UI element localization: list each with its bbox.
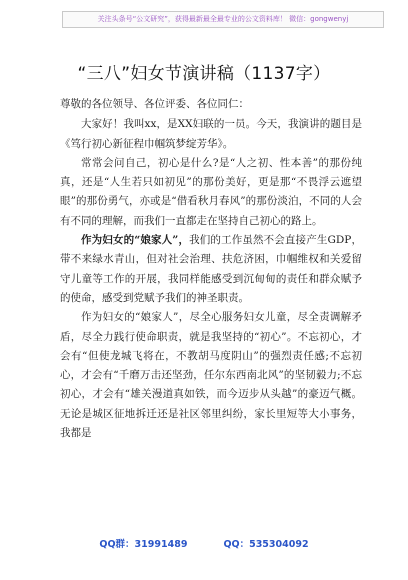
paragraph-intro: 大家好！我叫xx，是XX妇联的一员。今天，我演讲的题目是《笃行初心新征程巾帼筑梦绽芳华》。 xyxy=(60,118,362,150)
salutation: 尊敬的各位领导、各位评委、各位同仁： xyxy=(60,98,249,110)
paragraph-text: 我们的工作虽然不会直接产生GDP，带不来绿水青山，但对社会治理、扶危济困，巾帼维权和关爱留守儿童等工作的开展，我同样能感受到沉甸甸的责任和群众赋予的使命，感受到党赋予我们的神圣职责。 xyxy=(60,234,362,304)
paragraph-commitment: 作为妇女的“娘家人”，尽全心服务妇女儿童，尽全责调解矛盾，尽全力践行使命职责，就是我坚持的“初心”。不忘初心，才会有“但使龙城飞将在，不教胡马度阴山”的强烈责任感;不忘初心，才会有“千磨万击还坚劲，任尔东西南北风”的坚韧毅力;不忘初心，才会有“雄关漫道真如铁，而今迈步从头越”的豪迈气概。无论是城区征地拆迁还是社区邻里纠纷，家长里短等大小事务，我都是 xyxy=(60,311,362,440)
paragraph-initial-heart: 常常会问自己，初心是什么?是“人之初、性本善”的那份纯真，还是“人生若只如初见”的那份美好，更是那“不畏浮云遮望眼”的那份勇气，亦或是“借看秋月春风”的那份淡泊，不同的人会有不同的理解，而我们一直都走在坚持自己初心的路上。 xyxy=(60,156,362,227)
paragraph-mother-home xyxy=(60,231,362,308)
document-body xyxy=(60,95,362,443)
footer-qq: QQ：535304092 xyxy=(223,539,309,550)
footer-qq-group: QQ群：31991489 xyxy=(99,539,188,550)
page-title: “三八”妇女节演讲稿（1137字） xyxy=(77,64,331,84)
header-banner: 关注头条号“公文研究”，获得最新最全最专业的公文资料库！ 微信：gongwenyj xyxy=(62,11,384,28)
bold-lead: 作为妇女的“娘家人”， xyxy=(81,234,190,247)
footer-contact xyxy=(0,536,408,550)
